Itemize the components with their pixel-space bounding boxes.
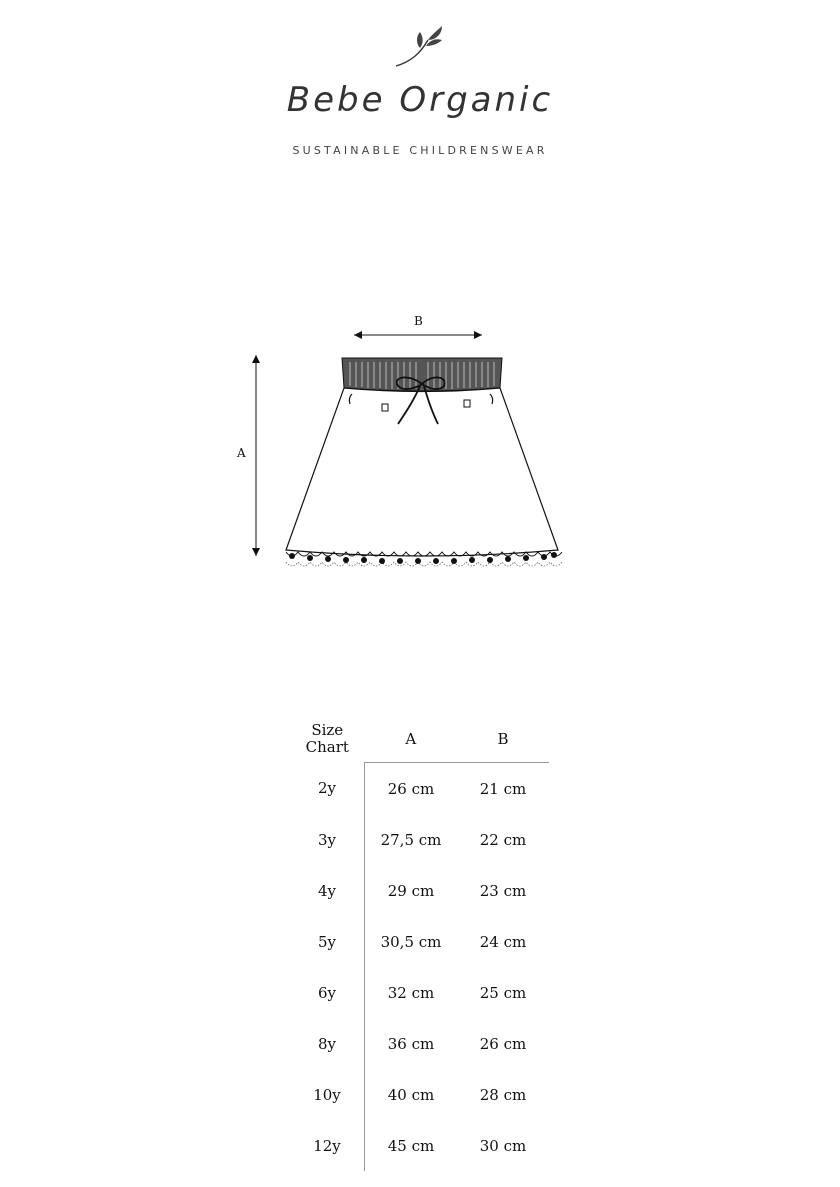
table-header-row (290, 715, 549, 763)
skirt-diagram (220, 300, 580, 600)
table-row (290, 1069, 549, 1120)
measurement-b-cell: 24 cm (479, 932, 527, 951)
measurement-b-cell: 25 cm (479, 983, 527, 1002)
measurement-b-cell: 21 cm (479, 779, 527, 798)
skirt-body (286, 388, 558, 556)
measurement-a-cell: 32 cm (387, 983, 435, 1002)
measurement-a-cell: 27,5 cm (380, 830, 442, 849)
table-row (290, 814, 549, 865)
measurement-b-cell: 26 cm (479, 1034, 527, 1053)
table-row (290, 865, 549, 916)
size-chart-table (290, 715, 549, 1171)
dimension-a-label: A (237, 446, 246, 460)
table-row (290, 1018, 549, 1069)
measurement-b-cell: 22 cm (479, 830, 527, 849)
size-cell: 6y (290, 967, 365, 1018)
brand-name: Bebe Organic (286, 80, 554, 120)
column-b-header: B (457, 715, 549, 763)
brand-tagline: SUSTAINABLE CHILDRENSWEAR (292, 144, 548, 157)
skirt-waistband (342, 358, 502, 391)
size-chart-heading: Size Chart (305, 720, 349, 756)
dimension-b-label: B (414, 314, 423, 328)
measurement-a-cell: 36 cm (387, 1034, 435, 1053)
leaf-icon (392, 24, 452, 70)
skirt-illustration (220, 300, 580, 600)
size-cell: 2y (290, 763, 365, 815)
size-cell: 3y (290, 814, 365, 865)
column-a-header: A (365, 715, 458, 763)
table-row (290, 763, 549, 815)
dimension-b-arrow (354, 331, 482, 339)
size-cell: 12y (290, 1120, 365, 1171)
measurement-b-cell: 30 cm (479, 1136, 527, 1155)
dimension-a-arrow (252, 355, 260, 556)
table-row (290, 967, 549, 1018)
table-row (290, 1120, 549, 1171)
brand-logo (0, 0, 840, 170)
measurement-a-cell: 45 cm (387, 1136, 435, 1155)
measurement-a-cell: 40 cm (387, 1085, 435, 1104)
table-row (290, 916, 549, 967)
measurement-b-cell: 23 cm (479, 881, 527, 900)
size-cell: 8y (290, 1018, 365, 1069)
size-cell: 10y (290, 1069, 365, 1120)
size-cell: 4y (290, 865, 365, 916)
measurement-a-cell: 29 cm (387, 881, 435, 900)
measurement-b-cell: 28 cm (479, 1085, 527, 1104)
measurement-a-cell: 26 cm (387, 779, 435, 798)
measurement-a-cell: 30,5 cm (380, 932, 442, 951)
size-cell: 5y (290, 916, 365, 967)
